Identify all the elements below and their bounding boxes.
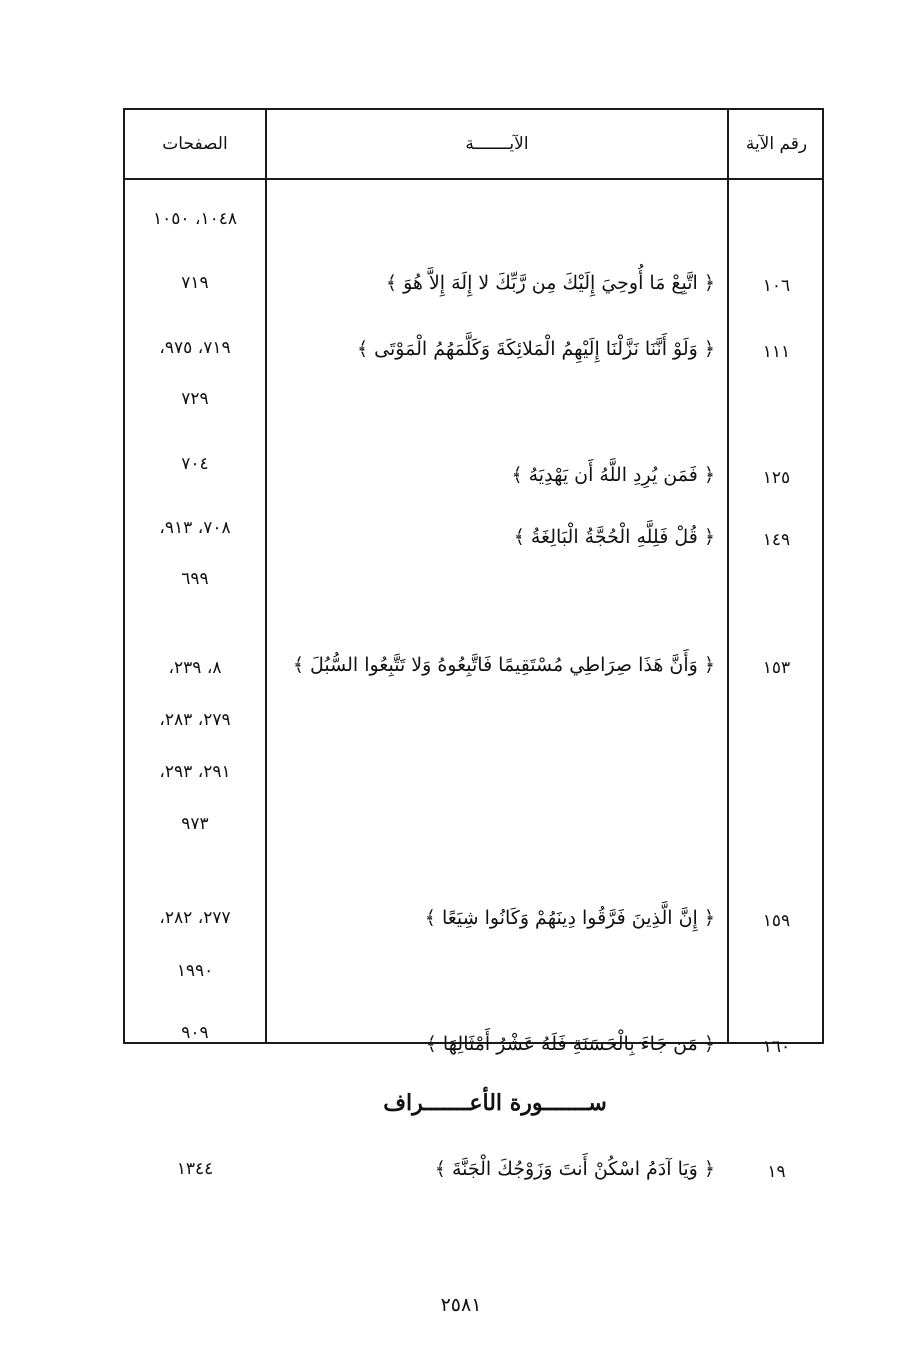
ayah-text: ﴿ وَيَا آدَمُ اسْكُنْ أَنتَ وَزَوْجُكَ الْجَنَّةَ ﴾ [434, 1158, 715, 1180]
page-ref: ١٩٩٠ [176, 961, 214, 981]
page-ref: ٨، ٢٣٩، [168, 658, 222, 678]
ayah-number: ١٤٩ [762, 530, 791, 550]
ayah-text: ﴿ وَأَنَّ هَذَا صِرَاطِي مُسْتَقِيمًا فَاتَّبِعُوهُ وَلا تَتَّبِعُوا السُّبُلَ ﴾ [292, 654, 715, 676]
ayah-number: ١٥٩ [762, 911, 791, 931]
page-ref: ٧٢٩ [181, 389, 209, 409]
ayah-number-column-header: رقم الآية [745, 134, 808, 154]
ayah-text: ﴿ اتَّبِعْ مَا أُوحِيَ إِلَيْكَ مِن رَّبِّكَ لا إِلَهَ إِلاَّ هُوَ ﴾ [385, 272, 715, 294]
ayah-number: ١٥٣ [762, 658, 791, 678]
ayah-number: ١٢٥ [762, 468, 791, 488]
page-ref: ١٣٤٤ [176, 1159, 214, 1179]
ayah-text: ﴿ قُلْ فَلِلَّهِ الْحُجَّةُ الْبَالِغَةُ ﴾ [513, 526, 715, 548]
page-ref: ٦٩٩ [181, 569, 209, 589]
ayah-number: ١٠٦ [762, 276, 791, 296]
page-ref: ٩٧٣ [181, 814, 209, 834]
column-divider [265, 110, 267, 1042]
page-ref: ٧١٩ [181, 273, 209, 293]
ayah-number: ١٩ [767, 1162, 786, 1182]
page-ref: ٩٠٩ [181, 1023, 209, 1043]
pages-column-header: الصفحات [162, 134, 228, 154]
page-ref: ٢٩١، ٢٩٣، [159, 762, 231, 782]
page-ref: ٢٧٩، ٢٨٣، [159, 710, 231, 730]
ayah-text: ﴿ مَن جَاءَ بِالْحَسَنَةِ فَلَهُ عَشْرُ أَمْثَالِهَا ﴾ [425, 1033, 715, 1055]
ayah-text: ﴿ وَلَوْ أَنَّنَا نَزَّلْنَا إِلَيْهِمُ الْمَلائِكَةَ وَكَلَّمَهُمُ الْمَوْتَى ﴾ [357, 338, 715, 360]
page-ref: ٧٠٨، ٩١٣، [159, 518, 231, 538]
page-ref: ٢٧٧، ٢٨٢، [159, 908, 231, 928]
page-ref: ٧٠٤ [181, 454, 209, 474]
surah-title: ســـــــورة الأعـــــــراف [383, 1090, 607, 1116]
page-ref: ٧١٩، ٩٧٥، [159, 338, 231, 358]
ayah-column-header: الآيـــــــة [465, 134, 529, 154]
ayah-text: ﴿ إِنَّ الَّذِينَ فَرَّقُوا دِينَهُمْ وَكَانُوا شِيَعًا ﴾ [424, 907, 715, 929]
ayah-number: ١٦٠ [762, 1037, 791, 1057]
ayah-number: ١١١ [762, 342, 791, 362]
column-divider [727, 110, 729, 1042]
index-table [123, 108, 824, 1182]
ayah-text: ﴿ فَمَن يُرِدِ اللَّهُ أَن يَهْدِيَهُ ﴾ [511, 464, 715, 486]
header-divider [125, 178, 822, 180]
page-ref: ١٠٤٨، ١٠٥٠ [153, 209, 237, 229]
page-number: ٢٥٨١ [440, 1294, 482, 1316]
